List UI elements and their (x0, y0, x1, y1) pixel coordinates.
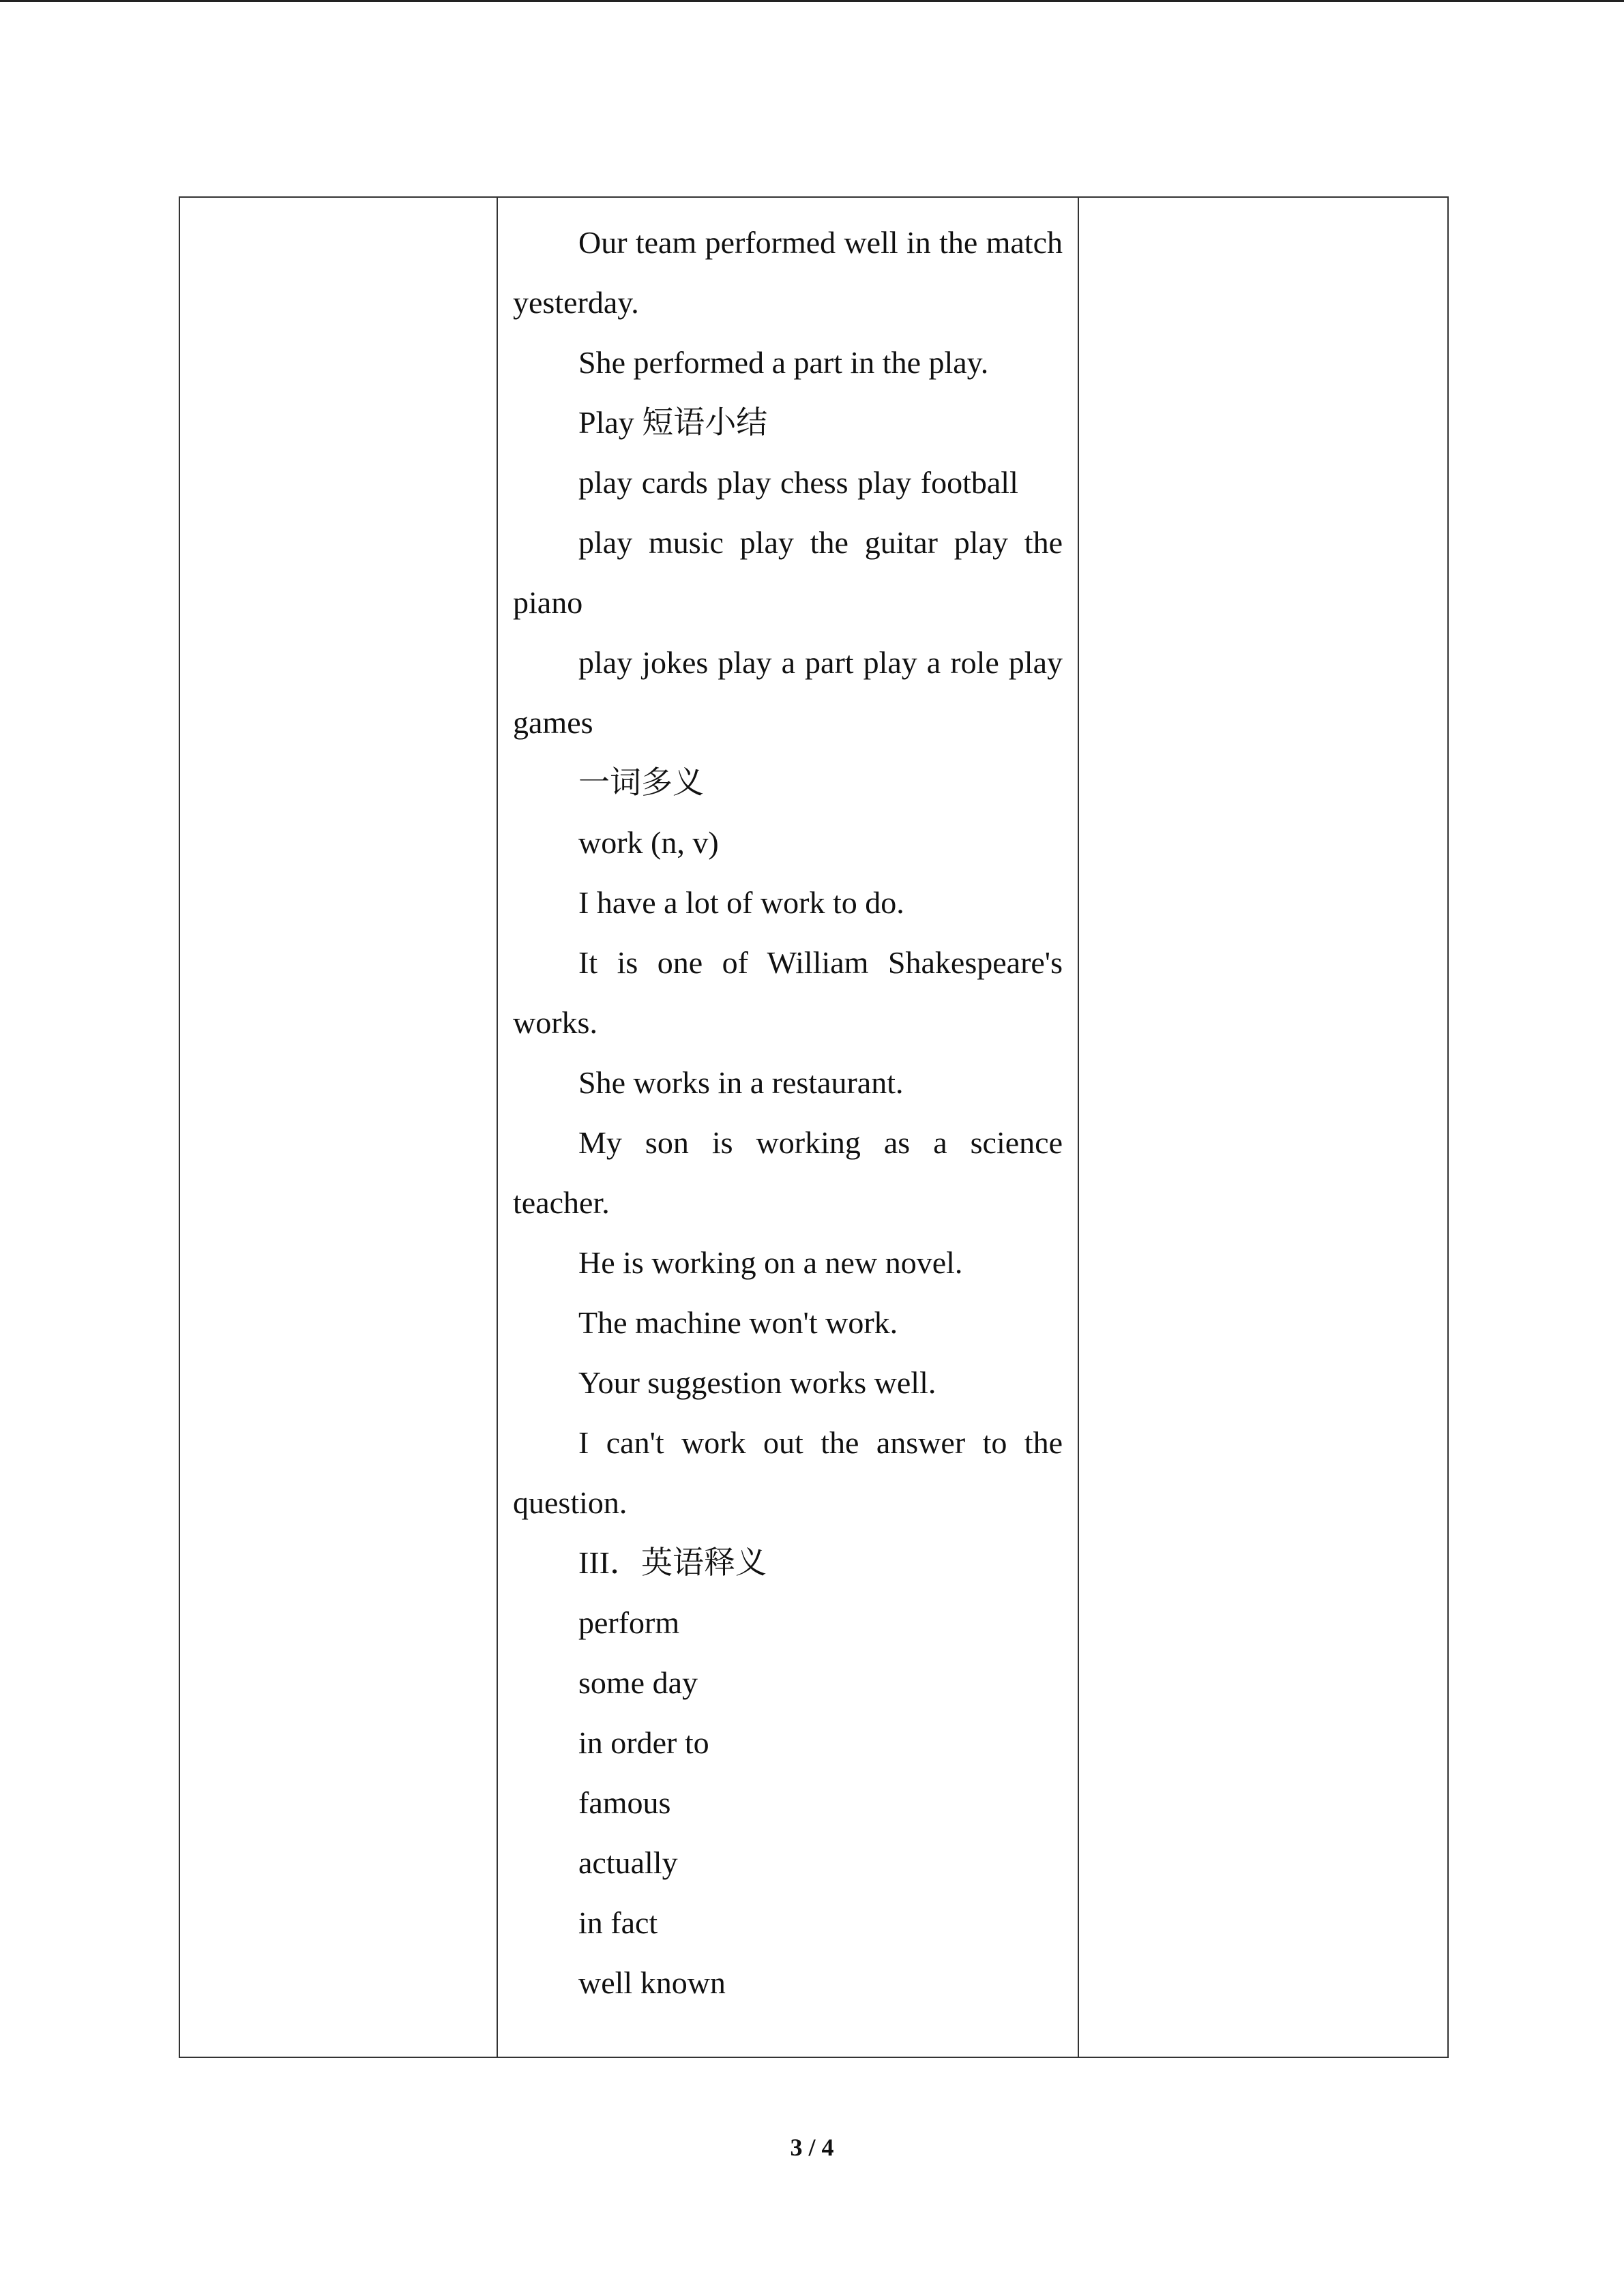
vocab-item: in fact (578, 1905, 658, 1940)
text-line: I have a lot of work to do. (578, 885, 904, 920)
section-heading: 一词多义 (578, 765, 704, 800)
section-heading: Play 短语小结 (578, 405, 768, 440)
vocab-item: some day (578, 1665, 698, 1700)
section-heading: III．英语释义 (578, 1545, 767, 1580)
vocab-item: famous (578, 1785, 671, 1820)
text-line: She performed a part in the play. (578, 345, 989, 380)
vocab-item: perform (578, 1605, 680, 1640)
vocab-item: well known (578, 1965, 726, 2000)
table-row (179, 197, 1448, 2057)
vocab-item: actually (578, 1845, 678, 1880)
text-line: Your suggestion works well. (578, 1365, 936, 1400)
text-line: The machine won't work. (578, 1305, 898, 1340)
lesson-table (179, 196, 1449, 2058)
content-cell (497, 197, 1078, 2057)
content-body (498, 198, 1078, 2013)
text-line: She works in a restaurant. (578, 1065, 904, 1100)
text-line: work (n, v) (578, 825, 719, 860)
phrase-line: play cards play chess play football (578, 465, 1018, 500)
top-border (0, 0, 1624, 2)
text-line: My son is working as a science teacher. (513, 1125, 1063, 1220)
text-line: I can't work out the answer to the question. (513, 1425, 1063, 1520)
left-cell (179, 197, 497, 2057)
text-line: Our team performed well in the match yesterday. (513, 225, 1063, 320)
phrase-line: play jokes play a part play a role play games (513, 645, 1063, 740)
page-number: 3 / 4 (790, 2134, 834, 2161)
vocab-item: in order to (578, 1725, 709, 1760)
right-cell (1078, 197, 1448, 2057)
phrase-line: play music play the guitar play the piano (513, 525, 1063, 620)
text-line: He is working on a new novel. (578, 1245, 963, 1280)
text-line: It is one of William Shakespeare's works. (513, 945, 1063, 1040)
